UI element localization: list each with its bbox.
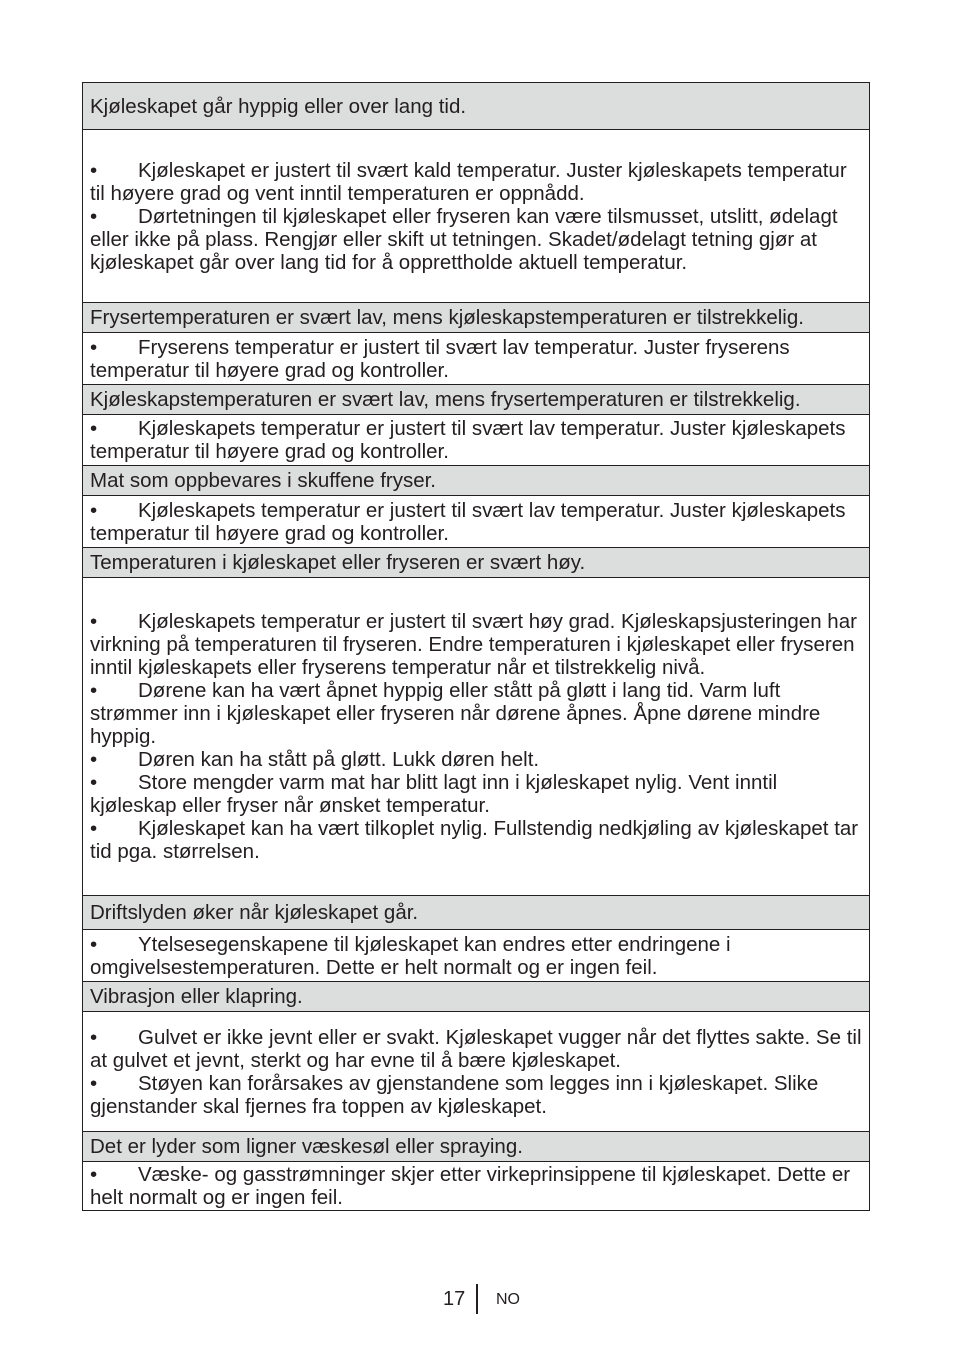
section-body xyxy=(83,1161,869,1210)
footer-divider xyxy=(476,1284,478,1314)
language-code: NO xyxy=(496,1291,520,1308)
section-heading: Vibrasjon eller klapring. xyxy=(83,981,869,1011)
section-heading: Kjøleskapstemperaturen er svært lav, mens frysertemperaturen er tilstrekkelig. xyxy=(83,384,869,414)
section-heading: Det er lyder som ligner væskesøl eller spraying. xyxy=(83,1131,869,1161)
section-heading: Temperaturen i kjøleskapet eller fryseren er svært høy. xyxy=(83,547,869,577)
page-number: 17 xyxy=(443,1288,466,1310)
bullet-item: • Gulvet er ikke jevnt eller er svakt. Kjøleskapet vugger når det flyttes sakte. Se til at gulvet et jevnt, sterkt og har evne til å bære kjøleskapet. xyxy=(90,1025,862,1072)
bullet-item: • Støyen kan forårsakes av gjenstandene som legges inn i kjøleskapet. Slike gjenstander skal fjernes fra toppen av kjøleskapet. xyxy=(90,1071,819,1118)
section-body xyxy=(83,129,869,302)
section-body xyxy=(83,929,869,981)
bullet-item: • Dørene kan ha vært åpnet hyppig eller stått på gløtt i lang tid. Varm luft strømmer inn i kjøleskapet eller fryseren når dørene åpnes. Åpne dørene mindre hyppig. xyxy=(90,679,821,748)
section-heading: Mat som oppbevares i skuffene fryser. xyxy=(83,465,869,495)
bullet-item: • Døren kan ha stått på gløtt. Lukk døren helt. xyxy=(90,748,540,771)
section-body xyxy=(83,1011,869,1131)
bullet-item: • Kjøleskapet er justert til svært kald temperatur. Juster kjøleskapets temperatur til høyere grad og vent inntil temperaturen er oppnådd. xyxy=(90,158,847,205)
page-footer xyxy=(0,1284,954,1314)
bullet-item: • Kjøleskapets temperatur er justert til svært høy grad. Kjøleskapsjusteringen har virkning på temperaturen til fryseren. Endre temperaturen i kjøleskapet eller fryseren inntil kjøleskapets eller fryserens temperatur når et tilstrekkelig nivå. xyxy=(90,610,857,679)
section-heading: Driftslyden øker når kjøleskapet går. xyxy=(83,895,869,929)
section-body xyxy=(83,495,869,547)
section-heading: Frysertemperaturen er svært lav, mens kjøleskapstemperaturen er tilstrekkelig. xyxy=(83,302,869,332)
bullet-item: • Kjøleskapets temperatur er justert til svært lav temperatur. Juster kjøleskapets temperatur til høyere grad og kontroller. xyxy=(90,417,846,463)
section-heading: Kjøleskapet går hyppig eller over lang tid. xyxy=(83,83,869,129)
bullet-item: • Kjøleskapets temperatur er justert til svært lav temperatur. Juster kjøleskapets temperatur til høyere grad og kontroller. xyxy=(90,498,846,545)
bullet-item: • Kjøleskapet kan ha vært tilkoplet nylig. Fullstendig nedkjøling av kjøleskapet tar tid pga. størrelsen. xyxy=(90,817,859,863)
bullet-item: • Store mengder varm mat har blitt lagt inn i kjøleskapet nylig. Vent inntil kjøleskap eller fryser når ønsket temperatur. xyxy=(90,771,778,817)
section-body xyxy=(83,577,869,895)
bullet-item: • Fryserens temperatur er justert til svært lav temperatur. Juster fryserens temperatur til høyere grad og kontroller. xyxy=(90,335,790,382)
bullet-item: • Ytelsesegenskapene til kjøleskapet kan endres etter endringene i omgivelsestemperaturen. Dette er helt normalt og er ingen feil. xyxy=(90,932,731,979)
bullet-item: • Dørtetningen til kjøleskapet eller fryseren kan være tilsmusset, utslitt, ødelagt eller ikke på plass. Rengjør eller skift ut tetningen. Skadet/ødelagt tetning gjør at kjøleskapet går over lang tid for å opprettholde aktuell temperatur. xyxy=(90,204,838,274)
bullet-item: • Væske- og gasstrømninger skjer etter virkeprinsippene til kjøleskapet. Dette er helt normalt og er ingen feil. xyxy=(90,1163,851,1209)
section-body xyxy=(83,414,869,465)
troubleshooting-table xyxy=(82,82,870,1211)
section-body xyxy=(83,332,869,384)
